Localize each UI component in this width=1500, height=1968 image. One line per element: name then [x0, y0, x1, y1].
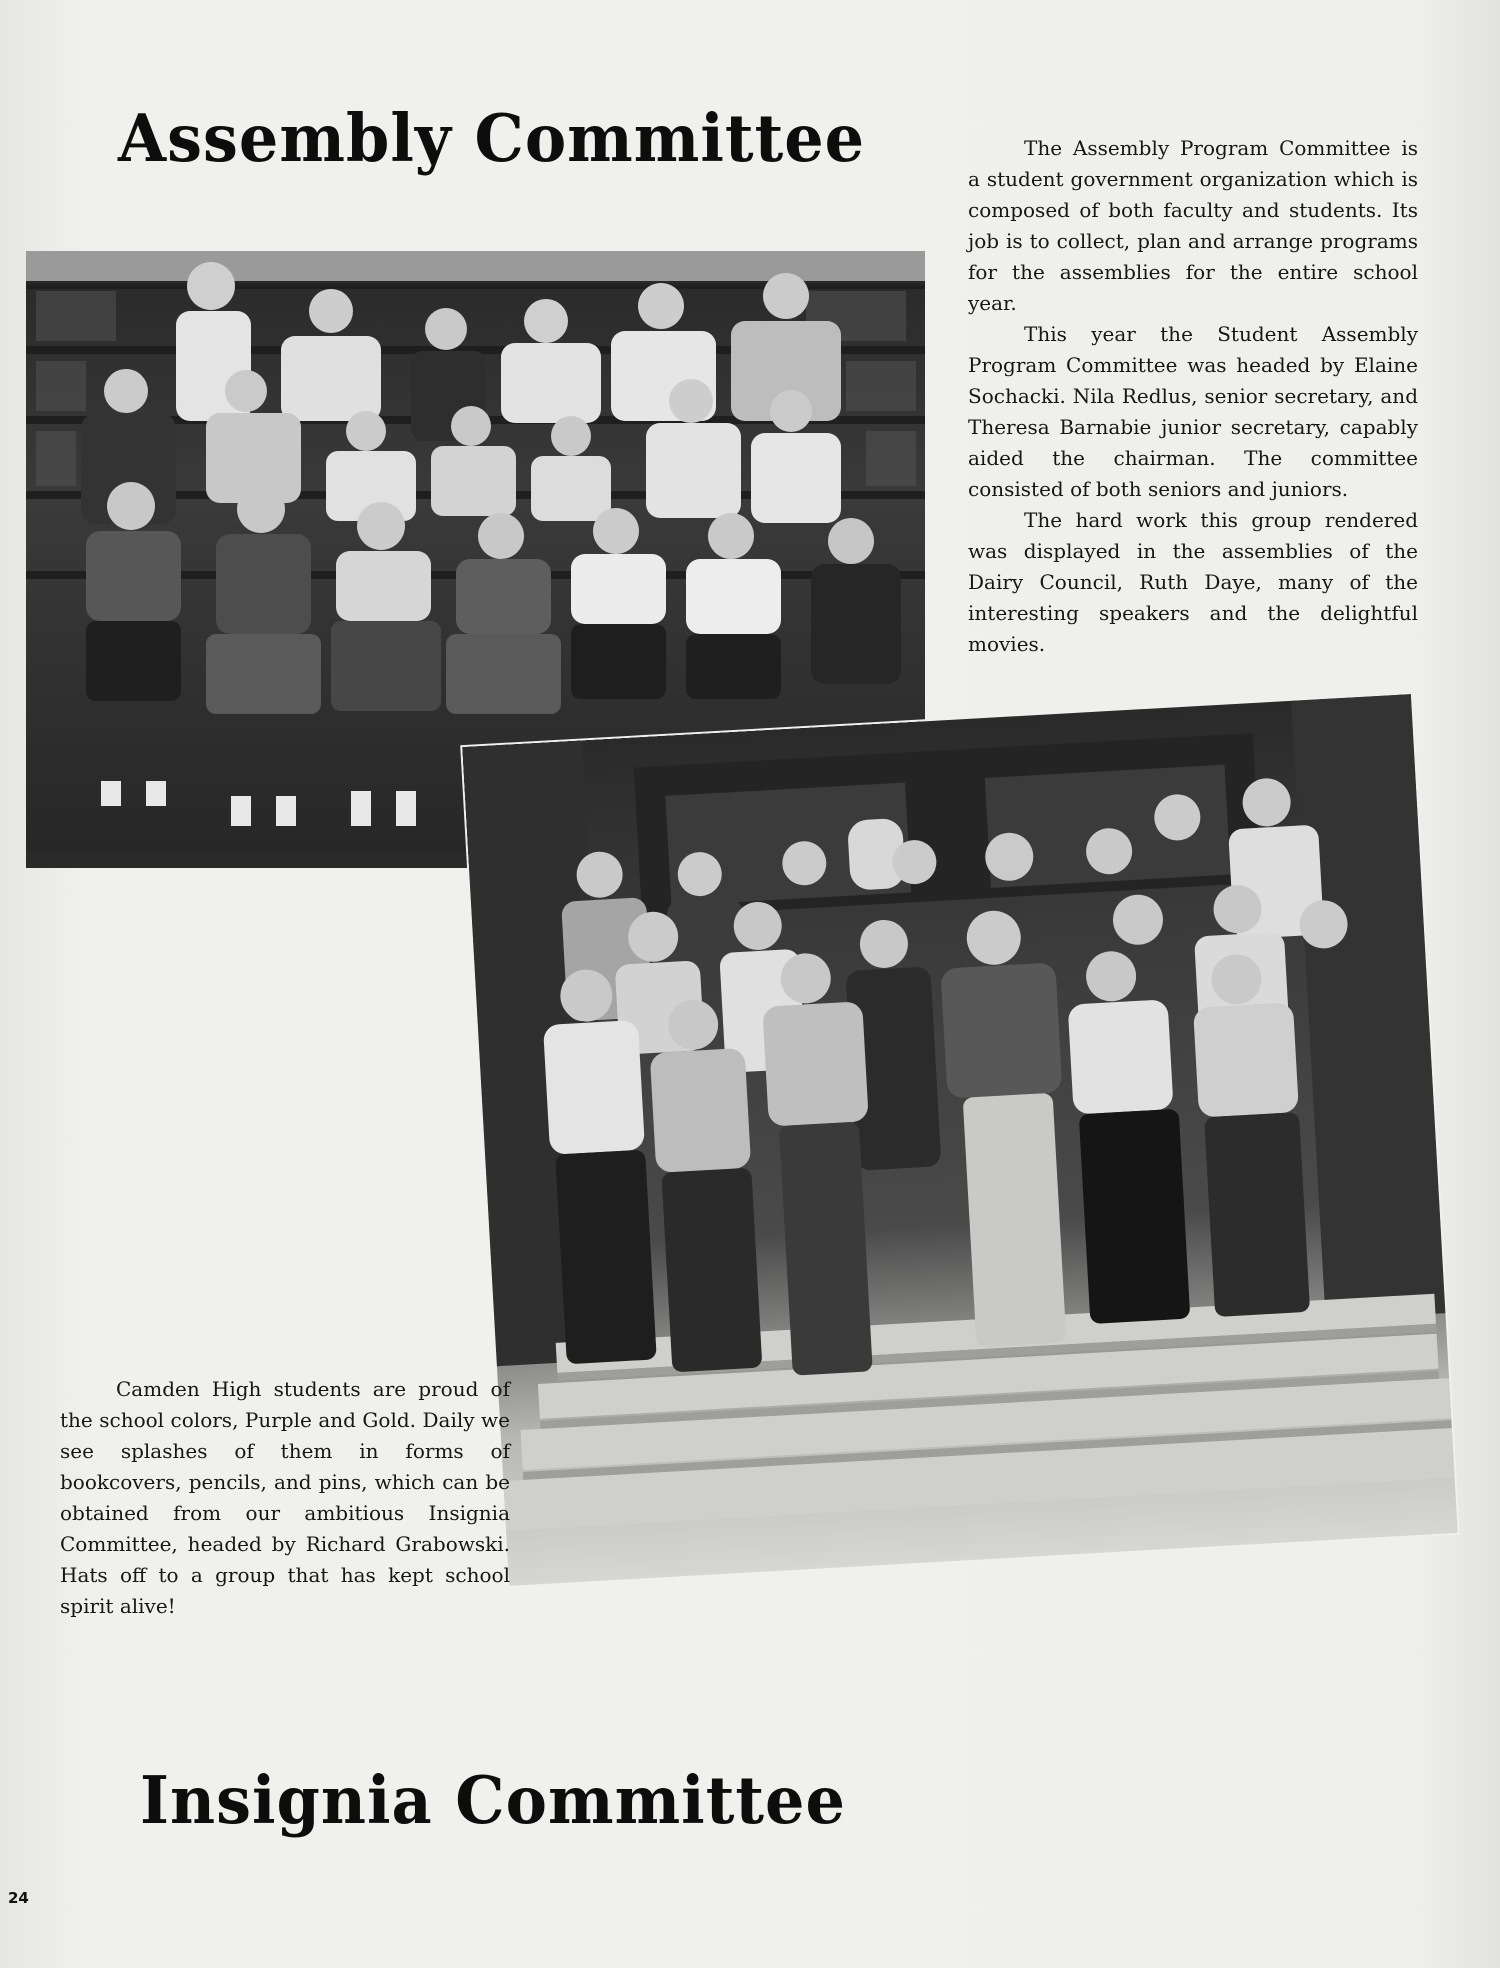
insignia-committee-photo: [462, 694, 1457, 1586]
insignia-committee-text: [60, 1374, 510, 1622]
page-number: 24: [8, 1889, 29, 1907]
assembly-committee-text: [968, 133, 1418, 660]
insignia-committee-heading: Insignia Committee: [140, 1762, 846, 1839]
assembly-committee-heading: Assembly Committee: [118, 100, 866, 177]
assembly-paragraph-3: The hard work this group rendered was displayed in the assemblies of the Dairy Council, Ruth Daye, many of the interesting speakers and the delightful movies.: [968, 508, 1418, 656]
assembly-paragraph-2: This year the Student Assembly Program Committee was headed by Elaine Sochacki. Nila Redlus, senior secretary, and Theresa Barnabie junior secretary, capably aided the chairman. The committee consisted of both seniors and juniors.: [968, 322, 1418, 501]
insignia-photo-illustration: [462, 694, 1457, 1586]
assembly-paragraph-1: The Assembly Program Committee is a student government organization which is composed of both faculty and students. Its job is to collect, plan and arrange programs for the assemblies for the entire school year.: [968, 136, 1418, 315]
insignia-paragraph: Camden High students are proud of the school colors, Purple and Gold. Daily we see splashes of them in forms of bookcovers, pencils, and pins, which can be obtained from our ambitious Insignia Committee, headed by Richard Grabowski. Hats off to a group that has kept school spirit alive!: [60, 1377, 510, 1618]
